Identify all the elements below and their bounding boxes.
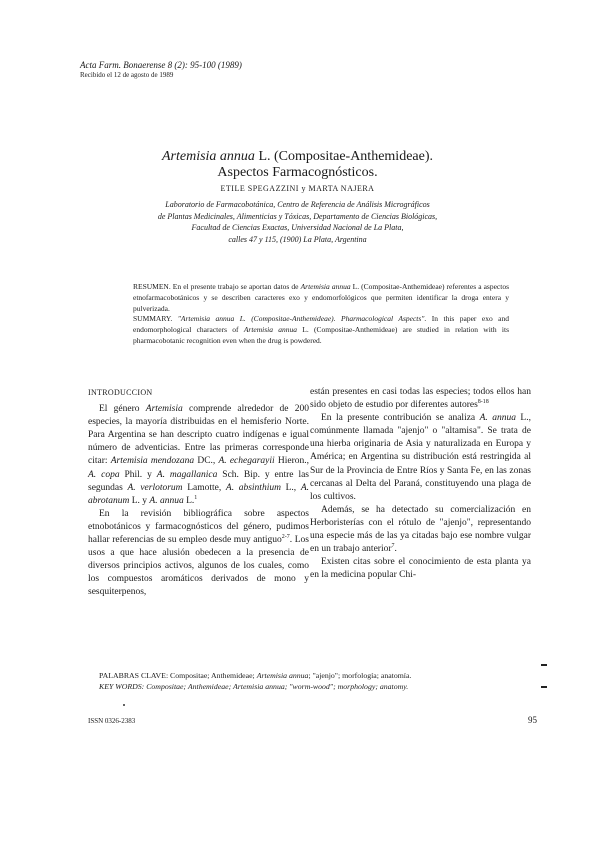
species-name: Artemisia annua bbox=[256, 671, 309, 680]
species-name: A. copa bbox=[88, 469, 120, 480]
reference-marker: 2-7 bbox=[281, 533, 290, 540]
resumen-species: Artemisia annua bbox=[300, 282, 351, 291]
affiliation-line: calles 47 y 115, (1900) La Plata, Argentina bbox=[228, 234, 367, 244]
text: Compositae; Anthemideae; bbox=[168, 671, 257, 680]
text: En la revisión bibliográfica sobre aspectos etnobotánicos y farmacognósticos del género, pudimos hallar referencias de su empleo desde muy antiguo bbox=[88, 508, 309, 546]
species-name: A. absinthium bbox=[225, 482, 281, 493]
text: . bbox=[394, 544, 397, 555]
reference-marker: 1 bbox=[194, 494, 198, 501]
article-title-line2: Aspectos Farmacognósticos. bbox=[217, 165, 378, 180]
affiliation-line: Facultad de Ciencias Exactas, Universidad Nacional de La Plata, bbox=[191, 223, 404, 232]
journal-citation: Acta Farm. Bonaerense 8 (2): 95-100 (1989) bbox=[80, 60, 242, 70]
keywords-en: KEY WORDS: Compositae; Anthemideae; Artemisia annua; "worm-wood"; morphology; anatomy. bbox=[99, 682, 409, 691]
text: DC., bbox=[194, 456, 219, 467]
text: Sch. Bip. y entre las segundas bbox=[88, 469, 309, 493]
species-name: A. magallanica bbox=[156, 469, 218, 480]
paragraph bbox=[310, 556, 531, 582]
section-heading: INTRODUCCION bbox=[88, 388, 153, 397]
resumen-text: L. (Compositae-Anthemideae) referentes a aspectos etnofarmacobotánicos y se describen caracteres exo y endomorfológicos que permiten identificar la droga entera y pulverizada. bbox=[133, 282, 510, 313]
paragraph bbox=[88, 403, 309, 508]
article-title-line1 bbox=[0, 149, 595, 165]
text: comprende alrededor de 200 especies, la mayoría distribuidas en el hemisferio Norte. Para Argentina se han descripto cuatro indígenas e igual número de adventicias. Entre las primeras corresponde citar: bbox=[88, 404, 309, 467]
body-column-left bbox=[88, 386, 309, 600]
text: . Los usos a que hace alusión obedecen a la presencia de diversos principios activos, algunos de los cuales, como los compuestos aromáticos derivados de mono y sesquiterpenos, bbox=[88, 535, 309, 598]
text: L., comúnmente llamada "ajenjo" o "altamisa". Se trata de una hierba originaria de Asia y naturalizada en Europa y América; en Argentina su distribución está restringida al Sur de la Provincia de Entre Ríos y Santa Fe, en las zonas cercanas al Delta del Paraná, constituyendo una plaga de los cultivos. bbox=[310, 413, 531, 502]
text: L. bbox=[183, 495, 195, 506]
text: Existen citas sobre el conocimiento de esta planta ya en la medicina popular Chi- bbox=[310, 557, 531, 581]
species-name: A. verlotorum bbox=[127, 482, 183, 493]
summary-title: "Artemisia annua L. (Compositae-Anthemideae). Pharmacological Aspects". bbox=[172, 314, 427, 324]
issn: ISSN 0326-2383 bbox=[88, 717, 136, 725]
reference-marker: 8-18 bbox=[477, 398, 489, 405]
species-name: A. annua bbox=[479, 413, 516, 424]
affiliation-line: de Plantas Medicinales, Alimenticias y Tóxicas, Departamento de Ciencias Biológicas, bbox=[157, 211, 438, 221]
text: El género bbox=[99, 404, 146, 415]
summary-text: L. (Compositae-Anthemideae) are studied in relation with its pharmacobotanic recognition even when the drug is powdered. bbox=[133, 325, 509, 345]
abstract bbox=[133, 282, 509, 347]
genus-name: Artemisia bbox=[145, 404, 183, 415]
paragraph bbox=[310, 412, 531, 504]
species-name: Artemisia mendozana bbox=[110, 456, 195, 467]
text: En la presente contribución se analiza bbox=[321, 413, 480, 424]
summary-text: In this paper exo and endomorphological characters of bbox=[133, 314, 509, 335]
text: L. y bbox=[129, 495, 150, 506]
text: L., bbox=[280, 482, 301, 493]
paragraph bbox=[88, 508, 309, 600]
keywords-es bbox=[99, 670, 529, 681]
text: Hieron., bbox=[274, 456, 310, 467]
species-name: A. annua bbox=[149, 495, 184, 506]
text: están presentes en casi todas las especies; todos ellos han sido objeto de estudio por diferentes autores bbox=[310, 387, 531, 411]
reference-marker: 7 bbox=[391, 542, 395, 549]
keywords bbox=[99, 670, 529, 692]
page-number: 95 bbox=[528, 715, 537, 725]
authors: ETILE SPEGAZZINI y MARTA NAJERA bbox=[220, 184, 375, 193]
affiliation-line: Laboratorio de Farmacobotánica, Centro de Referencia de Análisis Micrográficos bbox=[165, 200, 430, 209]
body-column-right bbox=[310, 386, 531, 582]
affiliation bbox=[0, 199, 595, 245]
summary-label: SUMMARY. bbox=[133, 314, 173, 324]
paragraph bbox=[310, 504, 531, 556]
margin-mark bbox=[123, 704, 125, 706]
species-name: A. echegarayii bbox=[218, 456, 275, 467]
summary-species: Artemisia annua bbox=[243, 325, 298, 335]
margin-mark bbox=[541, 664, 547, 666]
title-line1-rest: L. (Compositae-Anthemideae). bbox=[254, 149, 433, 164]
resumen-label: RESUMEN. bbox=[133, 282, 171, 291]
received-date: Recibido el 12 de agosto de 1989 bbox=[80, 71, 174, 79]
text: Phil. y bbox=[119, 469, 157, 480]
summary bbox=[133, 314, 509, 346]
title-species: Artemisia annua bbox=[161, 149, 255, 164]
species-name: A. abrotanum bbox=[88, 482, 310, 506]
text: Lamotte, bbox=[182, 482, 226, 493]
resumen-text: En el presente trabajo se aportan datos de bbox=[170, 282, 301, 291]
text: Además, se ha detectado su comercialización en Herboristerías con el rótulo de "ajenjo", representando una especie más de las ya citadas bajo ese nombre vulgar en un trabajo anterior bbox=[310, 504, 531, 555]
keywords-label: PALABRAS CLAVE: bbox=[99, 671, 169, 680]
resumen bbox=[133, 282, 509, 314]
text: ; "ajenjo"; morfología; anatomía. bbox=[308, 671, 412, 680]
paragraph bbox=[310, 386, 531, 412]
margin-mark bbox=[541, 686, 547, 688]
